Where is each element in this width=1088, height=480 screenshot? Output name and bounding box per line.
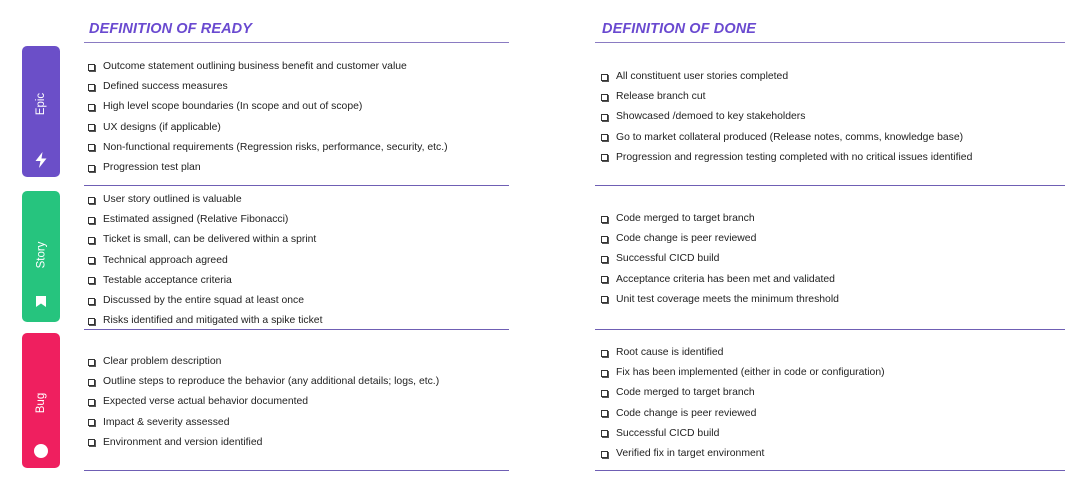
checkbox[interactable] <box>601 236 608 243</box>
epic-done-list <box>601 67 972 168</box>
list-item: Go to market collateral produced (Release notes, comms, knowledge base) <box>601 128 972 148</box>
list-item: Estimated assigned (Relative Fibonacci) <box>88 210 322 230</box>
checkbox[interactable] <box>88 144 95 151</box>
checkbox[interactable] <box>601 410 608 417</box>
checkbox[interactable] <box>88 298 95 305</box>
list-item: Environment and version identified <box>88 433 439 453</box>
checkbox[interactable] <box>601 350 608 357</box>
story-done-list <box>601 209 839 310</box>
checkbox[interactable] <box>88 84 95 91</box>
list-item: Release branch cut <box>601 87 972 107</box>
epic-ready-separator <box>84 185 509 186</box>
checkbox[interactable] <box>88 197 95 204</box>
checkbox[interactable] <box>88 217 95 224</box>
list-item: Unit test coverage meets the minimum threshold <box>601 290 839 310</box>
list-item: Discussed by the entire squad at least once <box>88 291 322 311</box>
bug-ready-list <box>88 352 439 453</box>
checkbox[interactable] <box>601 256 608 263</box>
circle-icon <box>32 442 50 460</box>
checkbox[interactable] <box>88 318 95 325</box>
checkbox[interactable] <box>601 390 608 397</box>
list-item: Technical approach agreed <box>88 251 322 271</box>
checkbox[interactable] <box>88 359 95 366</box>
list-item: Fix has been implemented (either in code or configuration) <box>601 363 885 383</box>
list-item: Outcome statement outlining business benefit and customer value <box>88 57 448 77</box>
list-item: Acceptance criteria has been met and validated <box>601 270 839 290</box>
checkbox[interactable] <box>601 430 608 437</box>
list-item: Progression and regression testing completed with no critical issues identified <box>601 148 972 168</box>
bug-done-list <box>601 343 885 464</box>
definition-of-ready-heading: DEFINITION OF READY <box>89 21 253 37</box>
list-item: Code change is peer reviewed <box>601 404 885 424</box>
checkbox[interactable] <box>601 154 608 161</box>
list-item: Showcased /demoed to key stakeholders <box>601 107 972 127</box>
list-item: Non-functional requirements (Regression risks, performance, security, etc.) <box>88 138 448 158</box>
checkbox[interactable] <box>88 277 95 284</box>
checkbox[interactable] <box>601 276 608 283</box>
list-item: Verified fix in target environment <box>601 444 885 464</box>
bug-tab <box>22 333 60 468</box>
checkbox[interactable] <box>88 379 95 386</box>
epic-tab <box>22 46 60 177</box>
list-item: Successful CICD build <box>601 249 839 269</box>
story-done-separator <box>595 329 1065 330</box>
checkbox[interactable] <box>601 134 608 141</box>
list-item: Clear problem description <box>88 352 439 372</box>
bug-ready-separator <box>84 470 509 471</box>
list-item: Impact & severity assessed <box>88 413 439 433</box>
story-ready-separator <box>84 329 509 330</box>
story-tab-label: Story <box>35 241 47 269</box>
list-item: Expected verse actual behavior documented <box>88 392 439 412</box>
epic-done-separator <box>595 185 1065 186</box>
bug-tab-label: Bug <box>35 392 47 414</box>
list-item: All constituent user stories completed <box>601 67 972 87</box>
flag-icon <box>32 293 50 311</box>
bug-done-separator <box>595 470 1065 471</box>
list-item: Defined success measures <box>88 77 448 97</box>
checkbox[interactable] <box>88 165 95 172</box>
story-tab <box>22 191 60 322</box>
checkbox[interactable] <box>88 419 95 426</box>
list-item: Progression test plan <box>88 158 448 178</box>
checkbox[interactable] <box>88 124 95 131</box>
checkbox[interactable] <box>88 104 95 111</box>
epic-tab-label: Epic <box>35 92 47 116</box>
checkbox[interactable] <box>601 74 608 81</box>
checkbox[interactable] <box>88 399 95 406</box>
done-heading-rule <box>595 42 1065 43</box>
list-item: Testable acceptance criteria <box>88 271 322 291</box>
ready-heading-rule <box>84 42 509 43</box>
list-item: Code merged to target branch <box>601 383 885 403</box>
list-item: Risks identified and mitigated with a spike ticket <box>88 311 322 331</box>
checkbox[interactable] <box>88 64 95 71</box>
list-item: UX designs (if applicable) <box>88 118 448 138</box>
checkbox[interactable] <box>88 439 95 446</box>
story-ready-list <box>88 190 322 331</box>
checkbox[interactable] <box>601 296 608 303</box>
list-item: User story outlined is valuable <box>88 190 322 210</box>
checkbox[interactable] <box>601 451 608 458</box>
list-item: Root cause is identified <box>601 343 885 363</box>
checkbox[interactable] <box>601 94 608 101</box>
checkbox[interactable] <box>601 370 608 377</box>
checkbox[interactable] <box>601 114 608 121</box>
list-item: Successful CICD build <box>601 424 885 444</box>
definition-of-done-heading: DEFINITION OF DONE <box>602 21 757 37</box>
list-item: Code merged to target branch <box>601 209 839 229</box>
list-item: Code change is peer reviewed <box>601 229 839 249</box>
checkbox[interactable] <box>88 257 95 264</box>
list-item: High level scope boundaries (In scope and out of scope) <box>88 97 448 117</box>
epic-ready-list <box>88 57 448 178</box>
checkbox[interactable] <box>601 216 608 223</box>
list-item: Ticket is small, can be delivered within a sprint <box>88 230 322 250</box>
lightning-icon <box>32 151 50 169</box>
list-item: Outline steps to reproduce the behavior (any additional details; logs, etc.) <box>88 372 439 392</box>
checkbox[interactable] <box>88 237 95 244</box>
